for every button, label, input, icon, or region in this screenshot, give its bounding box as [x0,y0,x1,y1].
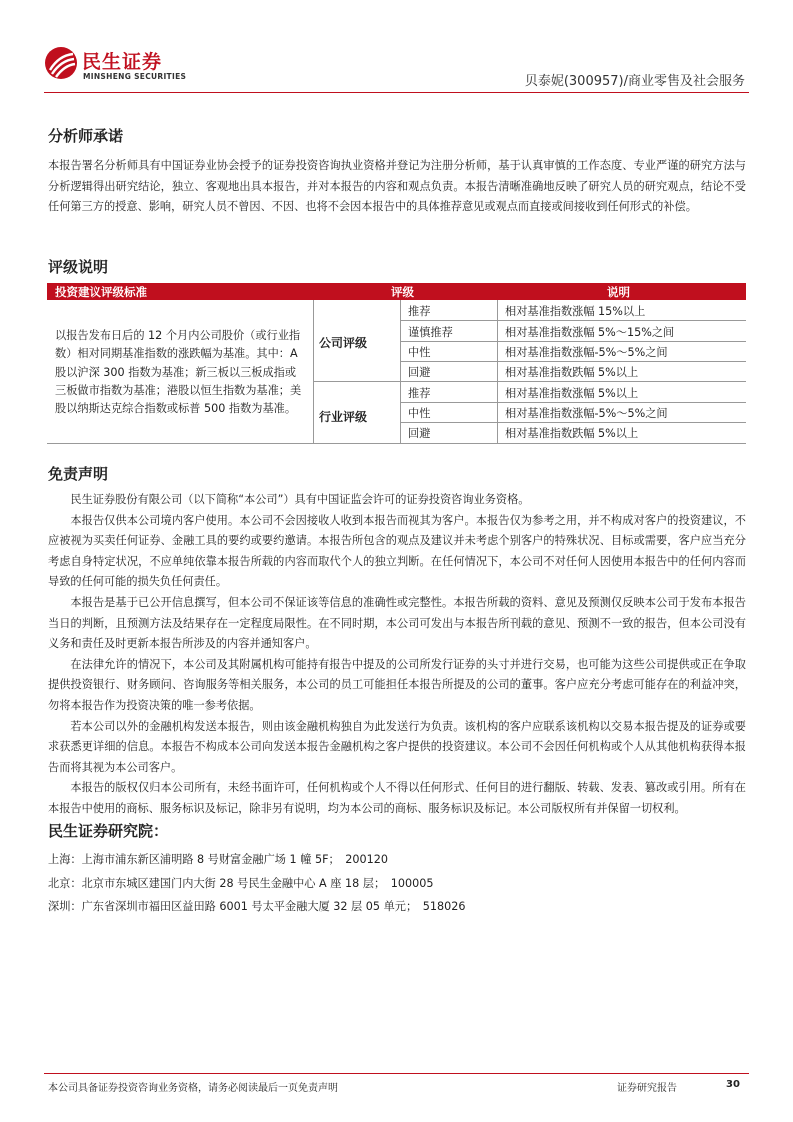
rating-desc: 相对基准指数跌幅 5%以上 [505,427,639,440]
table-divider [497,300,498,444]
address-shenzhen: 深圳：广东省深圳市福田区益田路 6001 号太平金融大厦 32 层 05 单元； 518026 [48,900,466,913]
company-rating-label: 公司评级 [319,336,368,350]
disclaimer-section-title: 免责声明 [48,465,109,483]
rating-desc: 相对基准指数涨幅-5%～5%之间 [505,346,668,359]
stock-title: 贝泰妮(300957)/商业零售及社会服务 [524,74,745,89]
table-row [400,382,746,403]
logo-chinese-name: 民生证券 [82,51,163,73]
institute-title: 民生证券研究院： [48,822,169,840]
disclaimer-body [48,490,746,820]
disclaimer-paragraph: 民生证券股份有限公司（以下简称“本公司”）具有中国证监会许可的证券投资咨询业务资格。 [70,493,530,506]
rating-name: 中性 [408,346,431,359]
disclaimer-paragraph: 本报告仅供本公司境内客户使用。本公司不会因接收人收到本报告而视其为客户。本报告仅为参考之用，并不构成对客户的投资建议，不应被视为买卖任何证券、金融工具的要约或要约邀请。本报告所包含的观点及建议并未考虑个别客户的特殊状况、目标或需要，客户应当充分考虑自身特定状况，不应单纯依靠本报告所载的内容而取代个人的独立判断。在任何情况下，本公司不对任何人因使用本报告中的任何内容而导致的任何可能的损失负任何责任。 [48,513,746,589]
rating-name: 回避 [408,427,431,440]
table-row [400,422,746,442]
table-row [400,321,746,342]
header-rating: 评级 [391,285,414,299]
address-beijing: 北京：北京市东城区建国门内大街 28 号民生金融中心 A 座 18 层； 100005 [48,877,434,890]
page-number: 30 [726,1079,740,1090]
logo-english-name: MINSHENG SECURITIES [83,72,187,81]
disclaimer-paragraph: 本报告是基于已公开信息撰写，但本公司不保证该等信息的准确性或完整性。本报告所载的资料、意见及预测仅反映本公司于发布本报告当日的判断，且预测方法及结果存在一定程度局限性。在不同时期，本公司可发出与本报告所刊载的意见、预测不一致的报告，但本公司没有义务和责任及时更新本报告所涉及的内容并通知客户。 [48,595,746,651]
footer-notice: 本公司具备证券投资咨询业务资格，请务必阅读最后一页免责声明 [48,1083,338,1094]
rating-table-header [47,283,746,300]
header-standard: 投资建议评级标准 [55,285,147,299]
disclaimer-paragraph: 本报告的版权仅归本公司所有，未经书面许可，任何机构或个人不得以任何形式、任何目的进行翻版、转载、发表、篡改或引用。所有在本报告中使用的商标、服务标识及标记，除非另有说明，均为本公司的商标、服务标识及标记。本公司版权所有并保留一切权利。 [48,781,746,815]
footer-divider [44,1073,749,1074]
address-shanghai: 上海：上海市浦东新区浦明路 8 号财富金融广场 1 幢 5F； 200120 [48,853,388,866]
rating-name: 中性 [408,407,431,420]
industry-rating-label: 行业评级 [319,410,368,424]
table-row [400,361,746,382]
rating-desc: 相对基准指数涨幅 5%～15%之间 [505,326,675,339]
rating-name: 推荐 [408,305,431,318]
rating-section-title: 评级说明 [48,258,109,276]
rating-name: 回避 [408,366,431,379]
company-logo [44,44,204,94]
table-divider [400,300,401,444]
rating-standard-description: 以报告发布日后的 12 个月内公司股价（或行业指数）相对同期基准指数的涨跌幅为基准。其中：A 股以沪深 300 指数为基准；新三板以三板成指或三板做市指数为基准；港股以恒生指数为基准；美股以纳斯达克综合指数或标普 500 指数为基准。 [55,329,302,416]
minsheng-logo-icon [44,46,78,80]
rating-desc: 相对基准指数涨幅 5%以上 [505,387,639,400]
table-row [400,402,746,423]
rating-desc: 相对基准指数跌幅 5%以上 [505,366,639,379]
rating-desc: 相对基准指数涨幅 15%以上 [505,305,646,318]
disclaimer-paragraph: 在法律允许的情况下，本公司及其附属机构可能持有报告中提及的公司所发行证券的头寸并进行交易，也可能为这些公司提供或正在争取提供投资银行、财务顾问、咨询服务等相关服务，本公司的员工可能担任本报告所提及的公司的董事。客户应充分考虑可能存在的利益冲突，勿将本报告作为投资决策的唯一参考依据。 [48,657,746,712]
analyst-section-title: 分析师承诺 [48,127,124,145]
header-explanation: 说明 [607,285,630,299]
analyst-statement: 本报告署名分析师具有中国证券业协会授予的证券投资咨询执业资格并登记为注册分析师，基于认真审慎的工作态度、专业严谨的研究方法与分析逻辑得出研究结论，独立、客观地出具本报告，并对本报告的内容和观点负责。本报告清晰准确地反映了研究人员的研究观点，结论不受任何第三方的授意、影响，研究人员不曾因、不因、也将不会因本报告中的具体推荐意见或观点而直接或间接收到任何形式的补偿。 [48,159,746,214]
table-divider [313,300,314,444]
table-divider [47,443,746,444]
table-row [400,341,746,362]
table-divider [313,381,400,382]
rating-name: 谨慎推荐 [408,326,453,339]
header-divider [44,92,749,93]
footer-report-type: 证券研究报告 [617,1083,677,1094]
rating-name: 推荐 [408,387,431,400]
rating-desc: 相对基准指数涨幅-5%～5%之间 [505,407,668,420]
table-row [400,300,746,321]
disclaimer-paragraph: 若本公司以外的金融机构发送本报告，则由该金融机构独自为此发送行为负责。该机构的客户应联系该机构以交易本报告提及的证券或要求获悉更详细的信息。本报告不构成本公司向发送本报告金融机构之客户提供的投资建议。本公司不会因任何机构或个人从其他机构获得本报告而将其视为本公司客户。 [48,719,746,774]
